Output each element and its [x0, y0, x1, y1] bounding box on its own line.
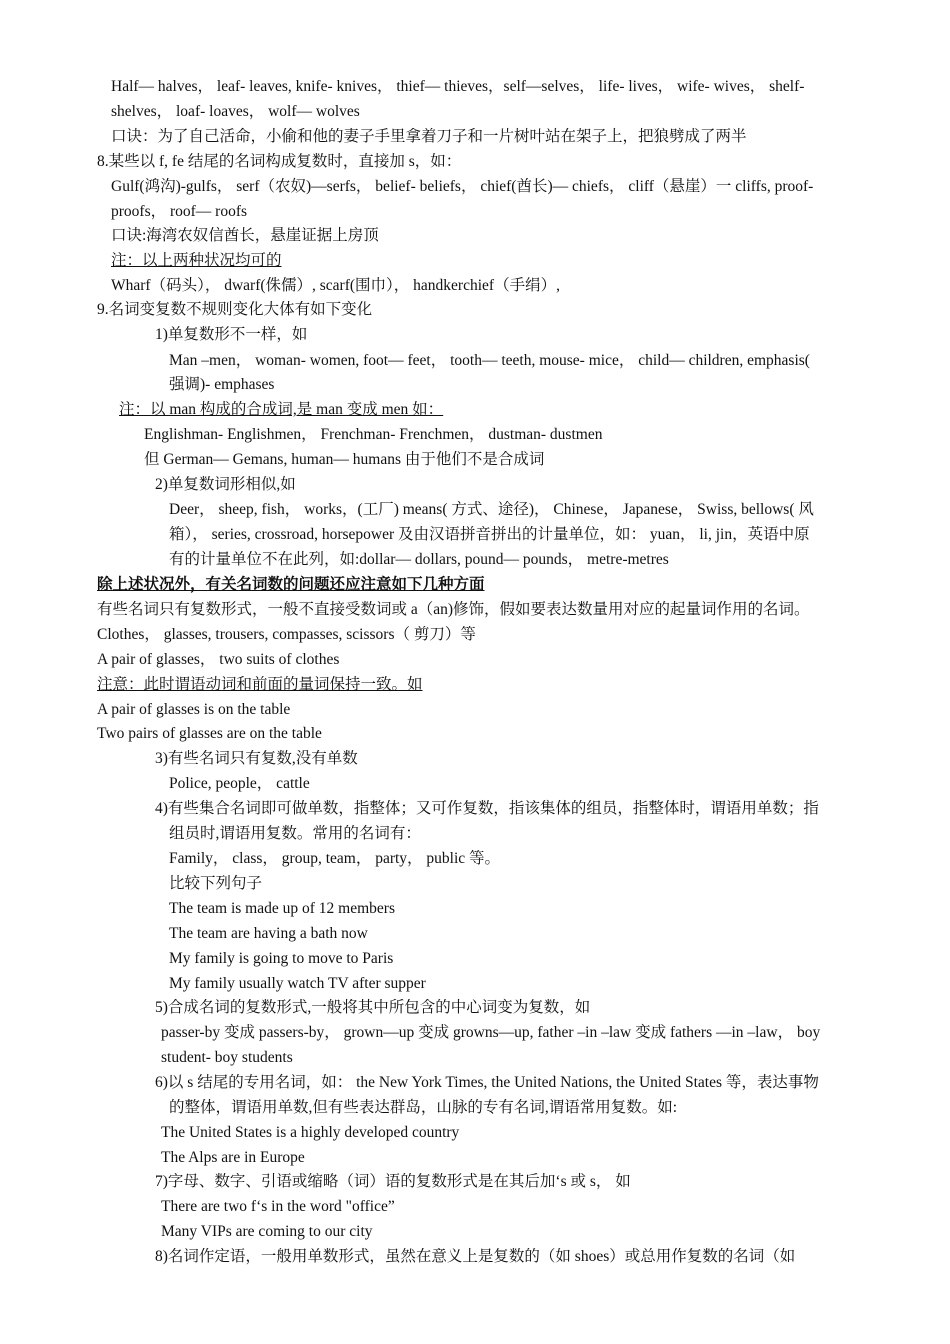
example-sentence: The team are having a bath now: [169, 925, 368, 942]
example-sentence: Many VIPs are coming to our city: [161, 1223, 373, 1240]
text-line: Man –men， woman- women, foot— feet， tooth— teeth, mouse- mice， child— children, emphasis(: [169, 352, 810, 369]
example-sentence: Two pairs of glasses are on the table: [97, 725, 322, 742]
subsection-heading: 2)单复数词形相似,如: [155, 476, 296, 493]
text-line: A pair of glasses， two suits of clothes: [97, 651, 340, 668]
subsection-heading: 4)有些集合名词即可做单数，指整体；又可作复数，指该集体的组员，指整体时，谓语用单数；指: [155, 800, 819, 817]
section-heading: 9.名词变复数不规则变化大体有如下变化: [97, 301, 373, 318]
subsection-heading: 3)有些名词只有复数,没有单数: [155, 750, 358, 767]
example-sentence: The Alps are in Europe: [161, 1149, 305, 1166]
subsection-heading: 1)单复数形不一样，如: [155, 326, 308, 343]
text-line: Half— halves， leaf- leaves, knife- knives， thief— thieves，self—selves， life- lives， wife- wives， shelf-: [111, 78, 805, 95]
text-line: shelves， loaf- loaves， wolf— wolves: [111, 103, 360, 120]
text-line: 组员时,谓语用复数。常用的名词有：: [169, 825, 421, 842]
example-sentence: The United States is a highly developed country: [161, 1124, 460, 1141]
example-sentence: The team is made up of 12 members: [169, 900, 395, 917]
note-line: 注意：此时谓语动词和前面的量词保持一致。如: [97, 676, 423, 693]
subsection-heading: 5)合成名词的复数形式,一般将其中所包含的中心词变为复数，如: [155, 999, 591, 1016]
text-line: Police, people， cattle: [169, 775, 310, 792]
example-sentence: My family usually watch TV after supper: [169, 975, 426, 992]
text-line: passer-by 变成 passers-by， grown—up 变成 growns—up, father –in –law 变成 fathers —in –law， boy: [161, 1024, 821, 1041]
text-line: Gulf(鸿沟)-gulfs， serf（农奴)—serfs， belief- beliefs， chief(酋长)— chiefs， cliff（悬崖）一 cliffs, proof-: [111, 178, 814, 195]
text-line: Wharf（码头）， dwarf(侏儒）, scarf(围巾）， handkerchief（手绢）,: [111, 277, 560, 294]
subsection-heading: 6)以 s 结尾的专用名词，如： the New York Times, the United Nations, the United States 等，表达事物: [155, 1074, 819, 1091]
text-line: Clothes， glasses, trousers, compasses, scissors（ 剪刀）等: [97, 626, 476, 643]
text-line: 有些名词只有复数形式，一般不直接受数词或 a（an)修饰，假如要表达数量用对应的起量词作用的名词。: [97, 601, 810, 618]
text-line: Englishman- Englishmen， Frenchman- Frenchmen， dustman- dustmen: [144, 426, 603, 443]
text-line: 口诀：为了自己活命，小偷和他的妻子手里拿着刀子和一片树叶站在架子上，把狼劈成了两半: [111, 128, 747, 145]
example-sentence: There are two f‘s in the word "office”: [161, 1198, 395, 1215]
text-line: 箱）， series, crossroad, horsepower 及由汉语拼音拼出的计量单位，如： yuan， li, jin，英语中原: [169, 526, 810, 543]
note-line: 注：以 man 构成的合成词,是 man 变成 men 如：: [119, 401, 444, 418]
text-line: proofs， roof— roofs: [111, 203, 248, 220]
section-heading: 除上述状况外，有关名词数的问题还应注意如下几种方面: [97, 576, 485, 593]
text-line: Family， class， group, team， party， public 等。: [169, 850, 501, 867]
text-line: Deer， sheep, fish， works，(工厂) means( 方式、途径)， Chinese， Japanese， Swiss, bellows( 风: [169, 501, 814, 518]
text-line: student- boy students: [161, 1049, 293, 1066]
text-line: 比较下列句子: [169, 875, 263, 892]
text-line: 口诀:海湾农奴信酋长，悬崖证据上房顶: [111, 227, 379, 244]
note-line: 注：以上两种状况均可的: [111, 252, 282, 269]
subsection-heading: 8)名词作定语，一般用单数形式，虽然在意义上是复数的（如 shoes）或总用作复数的名词（如: [155, 1248, 796, 1265]
text-line: 强调)- emphases: [169, 376, 275, 393]
section-heading: 8.某些以 f, fe 结尾的名词构成复数时，直接加 s，如：: [97, 153, 462, 170]
text-line: 但 German— Gemans, human— humans 由于他们不是合成词: [144, 451, 545, 468]
subsection-heading: 7)字母、数字、引语或缩略（词）语的复数形式是在其后加‘s 或 s， 如: [155, 1173, 631, 1190]
text-line: 有的计量单位不在此列，如:dollar— dollars, pound— pounds， metre-metres: [169, 551, 669, 568]
text-line: 的整体，谓语用单数,但有些表达群岛，山脉的专有名词,谓语常用复数。如:: [169, 1099, 678, 1116]
example-sentence: A pair of glasses is on the table: [97, 701, 291, 718]
example-sentence: My family is going to move to Paris: [169, 950, 394, 967]
